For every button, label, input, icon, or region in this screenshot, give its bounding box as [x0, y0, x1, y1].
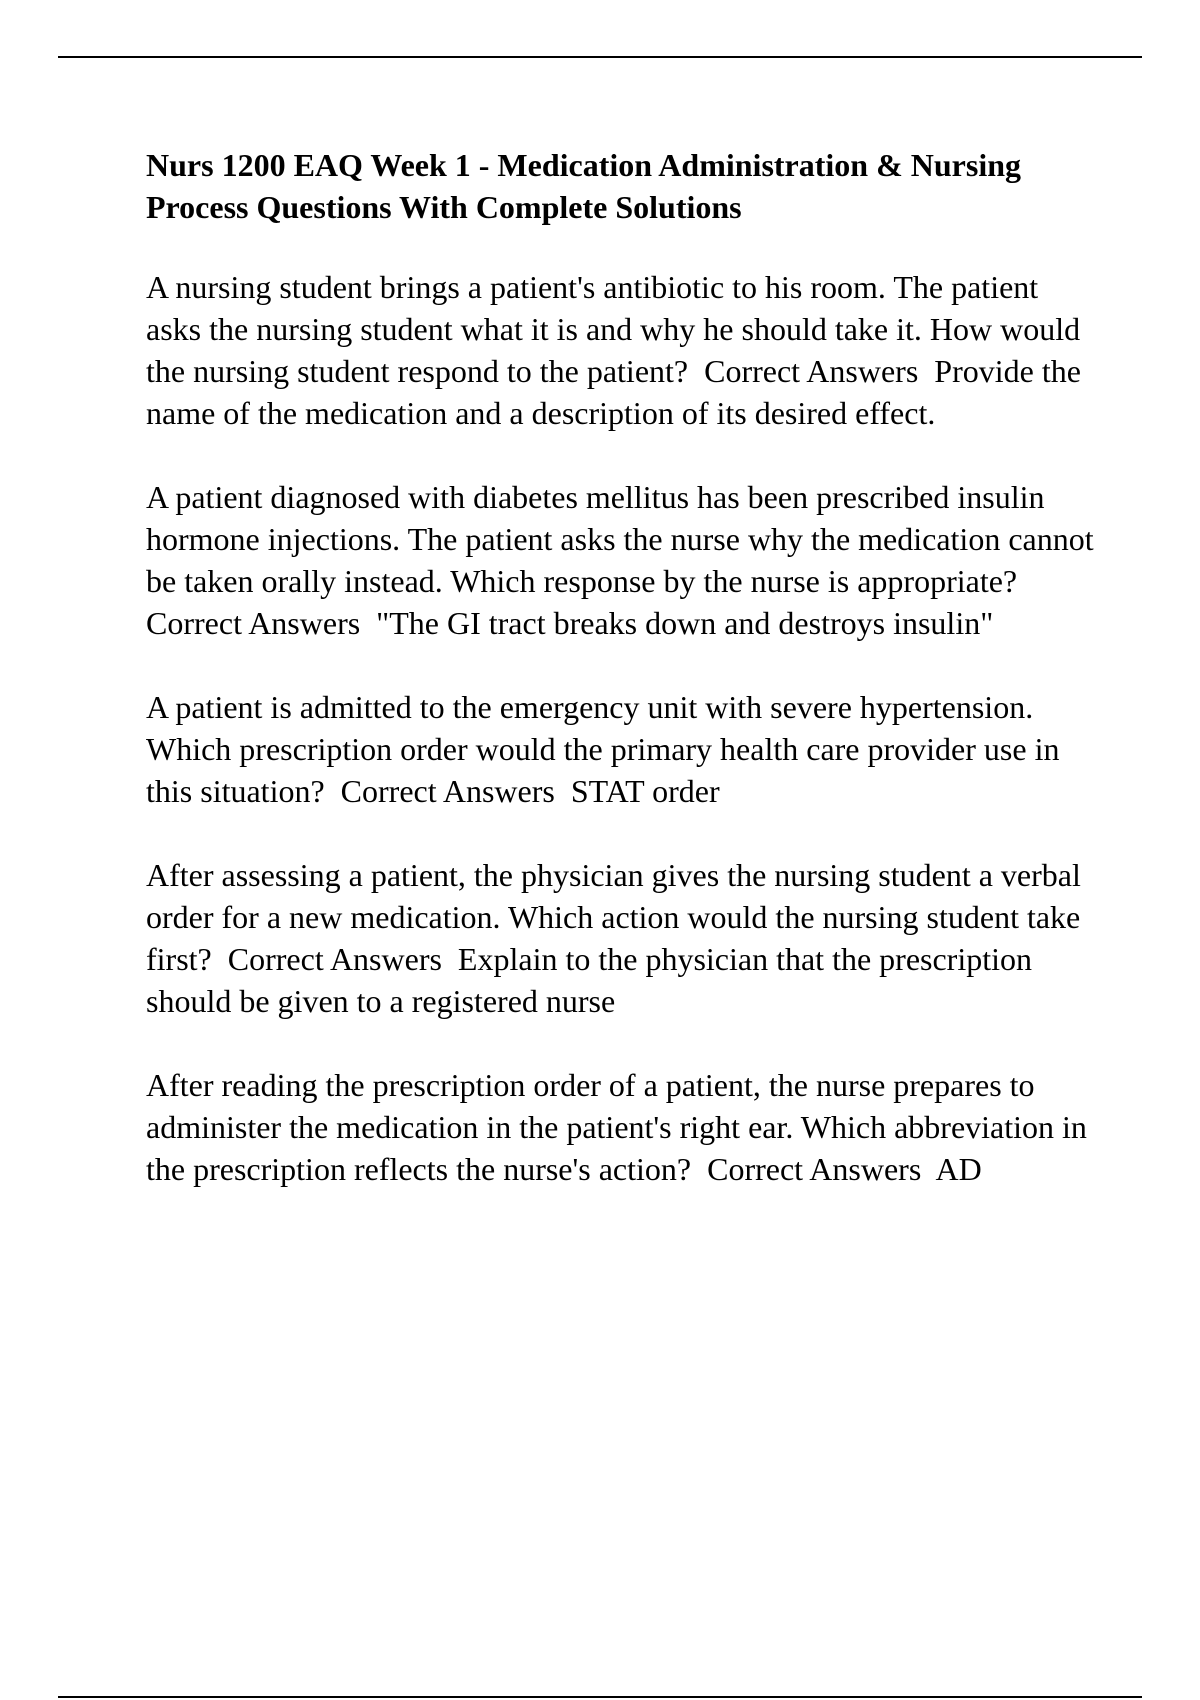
answer-label: Correct Answers — [707, 1151, 922, 1187]
document-body — [146, 144, 1102, 1232]
answer-text: "The GI tract breaks down and destroys insulin" — [376, 605, 994, 641]
qa-item — [146, 266, 1096, 434]
question-text: After reading the prescription order of a patient, the nurse prepares to administer the medication in the patient's right ear. Which abbreviation in the prescription reflects the nurse's action? — [146, 1067, 1095, 1187]
answer-text: Explain to the physician that the prescription should be given to a registered nurse — [146, 941, 1040, 1019]
qa-item — [146, 686, 1096, 812]
answer-label: Correct Answers — [704, 353, 919, 389]
bottom-rule — [58, 1696, 1142, 1698]
question-text: A nursing student brings a patient's antibiotic to his room. The patient asks the nursing student what it is and why he should take it. How would the nursing student respond to the patient? — [146, 269, 1089, 389]
answer-label: Correct Answers — [340, 773, 555, 809]
qa-item — [146, 854, 1096, 1022]
answer-text: Provide the name of the medication and a description of its desired effect. — [146, 353, 1089, 431]
question-text: A patient diagnosed with diabetes mellitus has been prescribed insulin hormone injections. The patient asks the nurse why the medication cannot be taken orally instead. Which response by the nurse is appropriate? — [146, 479, 1102, 599]
answer-label: Correct Answers — [146, 605, 361, 641]
top-rule — [58, 56, 1142, 58]
answer-label: Correct Answers — [227, 941, 442, 977]
answer-text: AD — [935, 1151, 982, 1187]
question-text: After assessing a patient, the physician gives the nursing student a verbal order for a new medication. Which action would the nursing student take first? — [146, 857, 1089, 977]
document-title: Nurs 1200 EAQ Week 1 - Medication Administration & Nursing Process Questions With Complete Solutions — [146, 147, 1021, 225]
question-text: A patient is admitted to the emergency unit with severe hypertension. Which prescription order would the primary health care provider use in this situation? — [146, 689, 1068, 809]
qa-item — [146, 476, 1102, 644]
qa-item — [146, 1064, 1096, 1190]
answer-text: STAT order — [570, 773, 720, 809]
